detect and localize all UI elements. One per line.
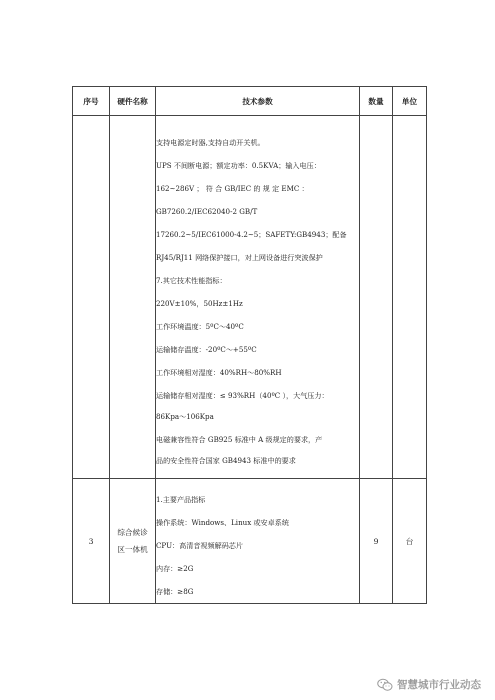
header-spec: 技术参数: [156, 87, 360, 116]
row1-qty: [360, 116, 393, 479]
spec-line: 支持电源定时器,支持自动开关机。: [156, 137, 265, 147]
row2-unit: 台: [393, 479, 427, 604]
watermark: [377, 677, 481, 692]
row2-name-line2: 区一体机: [117, 545, 148, 554]
header-name: 硬件名称: [110, 87, 156, 116]
row2-no: 3: [73, 479, 110, 604]
row2-qty: 9: [360, 479, 393, 604]
spec-line: 操作系统：Windows、Linux 或安卓系统: [156, 517, 289, 527]
spec-line: 7.其它技术性能指标：: [156, 275, 227, 285]
spec-line: 162~286V ； 符 合 GB/IEC 的 规 定 EMC ：: [156, 183, 309, 193]
table-header-row: [73, 87, 427, 116]
spec-line: 220V±10%，50Hz±1Hz: [156, 298, 243, 308]
spec-line: 17260.2~5/IEC61000-4.2~5；SAFETY:GB4943；配备: [156, 229, 347, 239]
row1-spec: [156, 116, 360, 479]
row2-name-line1: 综合候诊: [117, 528, 148, 537]
spec-line: UPS 不间断电源；额定功率：0.5KVA；输入电压：: [156, 160, 321, 170]
spec-line-part: GB7260.2/IEC62040-2 GB/T: [156, 206, 258, 216]
header-qty: 数量: [360, 87, 393, 116]
spec-line: CPU：高清音视频解码芯片: [156, 540, 243, 550]
spec-line: 工作环境温度：5ºC～40ºC: [156, 321, 244, 331]
row1-no: [73, 116, 110, 479]
spec-line: 内存：≥2G: [156, 563, 194, 573]
spec-line: 存储：≥8G: [156, 586, 194, 596]
row2-name: [110, 479, 156, 604]
header-no: 序号: [73, 87, 110, 116]
spec-line: [156, 207, 359, 217]
watermark-text: 智慧城市行业动态: [397, 679, 481, 691]
spec-line: 运输储存相对湿度：≤ 93%RH（40ºC ），大气压力：: [156, 390, 329, 400]
table-row: [73, 116, 427, 479]
spec-line: 86Kpa～106Kpa: [156, 411, 214, 421]
spec-line: 运输储存温度：-20ºC～+55ºC: [156, 344, 257, 354]
spec-line: 工作环境相对湿度：40%RH～80%RH: [156, 367, 282, 377]
spec-line: 1.主要产品指标: [156, 494, 206, 504]
spec-line: 电磁兼容性符合 GB925 标准中 A 级规定的要求，产: [156, 434, 323, 444]
row2-spec: [156, 479, 360, 604]
spec-line: 品的安全性符合国家 GB4943 标准中的要求: [156, 455, 296, 465]
table-row: [73, 479, 427, 604]
spec-table: [72, 86, 427, 604]
spec-line: RJ45/RJ11 网络保护接口，对上网设备进行突波保护: [156, 252, 323, 262]
header-unit: 单位: [393, 87, 427, 116]
row1-unit: [393, 116, 427, 479]
row1-name: [110, 116, 156, 479]
wechat-icon: [377, 678, 393, 692]
